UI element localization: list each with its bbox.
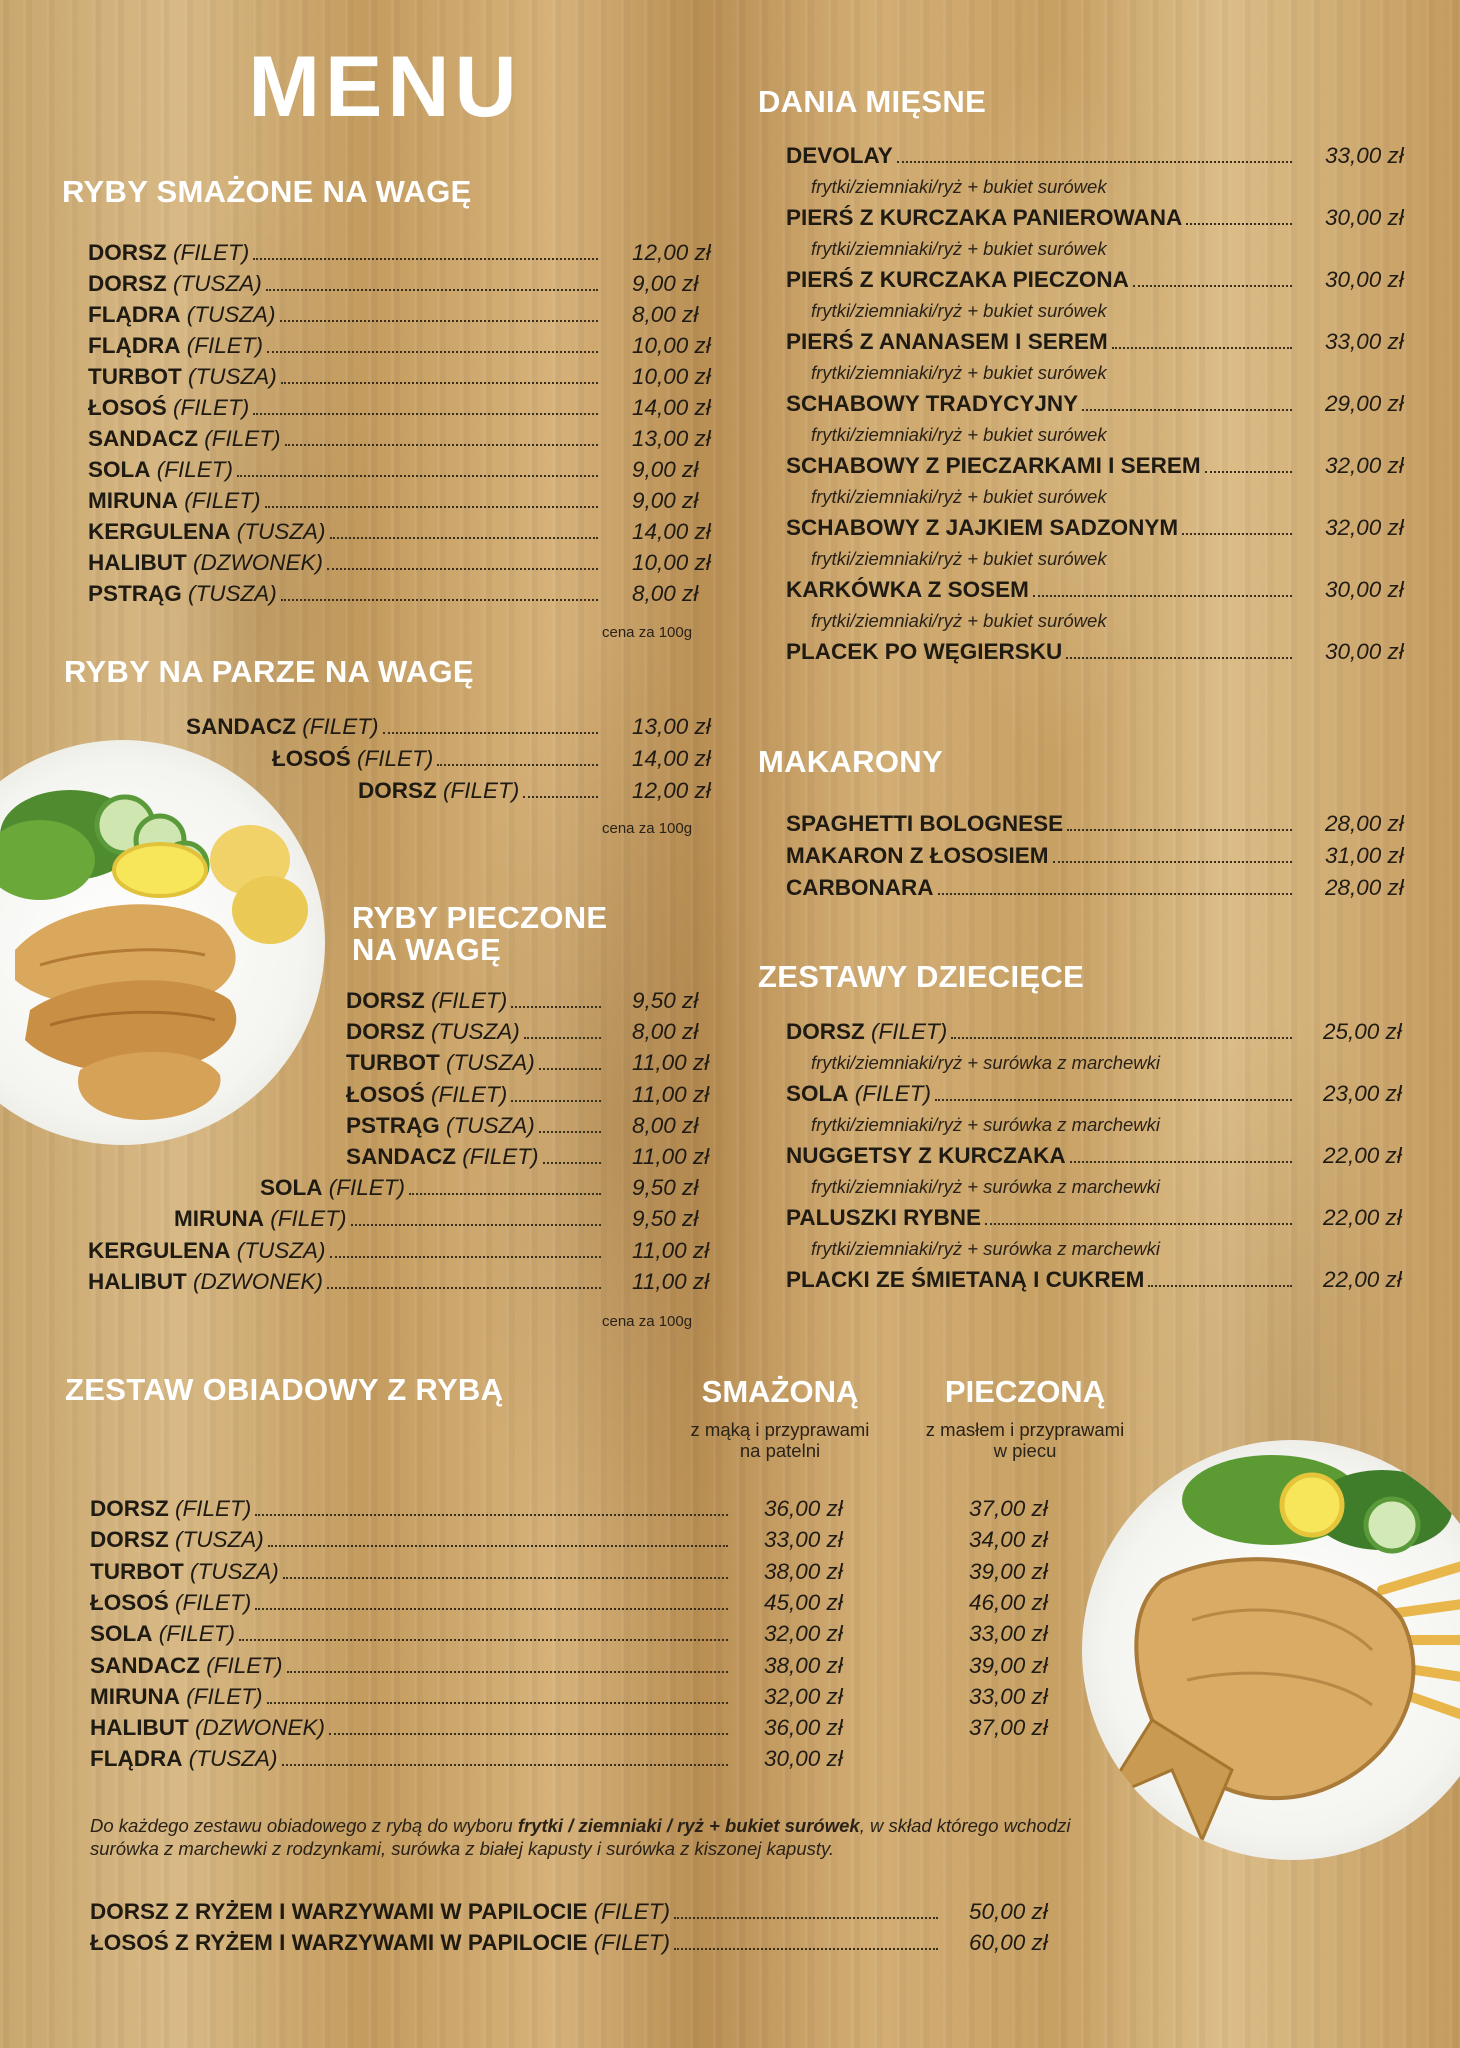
item-name: PIERŚ Z ANANASEM I SEREM: [786, 329, 1108, 354]
item-price: 13,00 zł: [632, 714, 711, 739]
dot-leader: [287, 1671, 728, 1673]
item-price: 30,00 zł: [1325, 267, 1404, 292]
item-note: (FILET): [184, 488, 261, 513]
item-price: 22,00 zł: [1323, 1267, 1402, 1292]
item-name: HALIBUT: [88, 1268, 187, 1294]
baked-fish-row: [346, 1143, 605, 1171]
item-name: NUGGETSY Z KURCZAKA: [786, 1143, 1066, 1168]
item-price: 25,00 zł: [1323, 1019, 1402, 1044]
lunch-set-row: [90, 1652, 732, 1680]
item-note: (FILET): [206, 1652, 283, 1678]
item-name: SCHABOWY TRADYCYJNY: [786, 391, 1079, 416]
item-price: 33,00 zł: [1325, 329, 1404, 354]
fried-fish-row: [88, 332, 602, 360]
baked-column-subtitle-line-1: z masłem i przyprawami: [925, 1419, 1125, 1440]
dot-leader: [1133, 285, 1292, 287]
item-note: (TUSZA): [446, 1112, 535, 1138]
baked-fish-row: [260, 1174, 605, 1202]
dot-leader: [253, 258, 598, 260]
item-price: 22,00 zł: [1323, 1205, 1402, 1230]
fried-fish-row: [88, 425, 602, 453]
dot-leader: [268, 1545, 728, 1547]
side-dish-note: frytki/ziemniaki/ryż + bukiet surówek: [811, 176, 1107, 197]
fried-fish-row: [88, 487, 602, 515]
baked-fish-row: [88, 1268, 605, 1296]
fried-column-subtitle-line-2: na patelni: [739, 1440, 821, 1461]
dot-leader: [1205, 471, 1292, 473]
baked-fish-title-line-2: NA WAGĘ: [352, 932, 502, 968]
item-price: 8,00 zł: [632, 1019, 699, 1045]
item-price: 32,00 zł: [1325, 453, 1404, 478]
fish-lunch-set-section-title: ZESTAW OBIADOWY Z RYBĄ: [65, 1372, 504, 1407]
baked-fish-row: [346, 1049, 605, 1077]
item-note: (FILET): [431, 988, 508, 1013]
side-dish-note: frytki/ziemniaki/ryż + bukiet surówek: [811, 238, 1107, 259]
lunch-set-row: [90, 1745, 732, 1773]
item-name: DORSZ: [90, 1527, 169, 1553]
item-name: MIRUNA: [174, 1206, 264, 1232]
item-note: (FILET): [175, 1496, 252, 1521]
meat-dish-row: [786, 328, 1296, 356]
item-price-baked: 39,00 zł: [969, 1558, 1048, 1584]
item-note: (FILET): [156, 457, 234, 482]
baked-column-heading: PIECZONĄ: [944, 1374, 1106, 1409]
item-price: 11,00 zł: [632, 1237, 710, 1263]
fried-fish-row: [88, 456, 602, 484]
item-name: SOLA: [88, 457, 151, 482]
steamed-fish-row: [272, 745, 602, 773]
item-name: SANDACZ: [346, 1144, 456, 1169]
lunch-set-note-part-1: Do każdego zestawu obiadowego z rybą do wyboru: [90, 1815, 518, 1836]
item-price: 9,00 zł: [632, 457, 699, 482]
meat-dish-row: [786, 452, 1296, 480]
item-name: FLĄDRA: [90, 1746, 183, 1772]
dot-leader: [1148, 1285, 1292, 1287]
kids-set-row: [786, 1018, 1296, 1046]
pasta-row: [786, 874, 1296, 902]
lunch-set-row: [90, 1495, 732, 1523]
kids-set-row: [786, 1080, 1296, 1108]
pasta-row: [786, 810, 1296, 838]
meat-dish-row: [786, 638, 1296, 666]
meat-dish-row: [786, 576, 1296, 604]
item-name: SOLA: [90, 1621, 153, 1647]
lunch-set-row: [90, 1589, 732, 1617]
item-price-baked: 46,00 zł: [969, 1589, 1048, 1615]
lunch-set-row: [90, 1683, 732, 1711]
item-price-baked: 37,00 zł: [969, 1496, 1048, 1521]
item-price: 23,00 zł: [1323, 1081, 1402, 1106]
dot-leader: [1053, 861, 1293, 863]
dot-leader: [1070, 1161, 1292, 1163]
item-note: (FILET): [443, 778, 520, 803]
kids-side-note: frytki/ziemniaki/ryż + surówka z marchewki: [811, 1176, 1161, 1197]
item-note: (FILET): [204, 426, 281, 451]
lunch-set-note-bold: frytki / ziemniaki / ryż + bukiet surówek: [517, 1815, 860, 1836]
item-name: HALIBUT: [88, 550, 187, 575]
item-note: (TUSZA): [431, 1019, 520, 1045]
item-name: ŁOSOŚ Z RYŻEM I WARZYWAMI W PAPILOCIE: [90, 1930, 588, 1955]
item-price: 60,00 zł: [969, 1930, 1048, 1955]
item-name: SCHABOWY Z PIECZARKAMI I SEREM: [786, 453, 1201, 478]
item-price: 8,00 zł: [632, 302, 699, 327]
item-name: KERGULENA: [88, 519, 231, 544]
item-note: (FILET): [186, 1683, 263, 1709]
item-note: (FILET): [158, 1621, 236, 1647]
item-price: 28,00 zł: [1325, 875, 1404, 900]
item-price: 31,00 zł: [1325, 843, 1404, 868]
dot-leader: [674, 1948, 938, 1950]
item-note: (FILET): [270, 1206, 347, 1232]
kids-set-row: [786, 1204, 1296, 1232]
item-price: 36,00 zł: [764, 1715, 843, 1741]
dot-leader: [1082, 409, 1292, 411]
item-note: (FILET): [173, 395, 250, 420]
item-name: SANDACZ: [186, 714, 296, 739]
item-note: (FILET): [328, 1175, 406, 1201]
item-name: PSTRĄG: [88, 581, 182, 606]
side-dish-note: frytki/ziemniaki/ryż + bukiet surówek: [811, 486, 1107, 507]
item-note: (TUSZA): [186, 302, 276, 327]
item-name: MIRUNA: [88, 488, 178, 513]
dot-leader: [1033, 595, 1292, 597]
price-per-100g-note: cena za 100g: [602, 1313, 693, 1330]
dot-leader: [1066, 657, 1292, 659]
item-note: (DZWONEK): [193, 550, 323, 575]
item-name: DORSZ: [346, 988, 425, 1013]
item-price: 11,00 zł: [632, 1268, 710, 1294]
fried-fish-row: [88, 580, 602, 608]
baked-fish-title-line-1: RYBY PIECZONE: [352, 900, 608, 935]
item-name: FLĄDRA: [88, 302, 181, 327]
item-name: HALIBUT: [90, 1715, 189, 1741]
item-note: (TUSZA): [446, 1050, 535, 1076]
dot-leader: [1067, 829, 1292, 831]
dot-leader: [897, 161, 1292, 163]
item-price: 14,00 zł: [632, 519, 711, 544]
item-name: MIRUNA: [90, 1683, 180, 1709]
item-price: 30,00 zł: [1325, 205, 1404, 230]
dot-leader: [280, 320, 599, 322]
dot-leader: [985, 1223, 1292, 1225]
item-note: (TUSZA): [236, 519, 326, 544]
kids-set-row: [786, 1266, 1296, 1294]
price-per-100g-note: cena za 100g: [602, 624, 693, 641]
fried-fish-row: [88, 518, 602, 546]
fried-fish-row: [88, 394, 602, 422]
dot-leader: [267, 1702, 728, 1704]
item-price: 9,50 zł: [632, 988, 699, 1013]
lunch-set-row: [90, 1526, 732, 1554]
item-price: 28,00 zł: [1325, 811, 1404, 836]
item-name: FLĄDRA: [88, 333, 181, 358]
dot-leader: [266, 289, 598, 291]
baked-column-subtitle-line-2: w piecu: [993, 1440, 1057, 1461]
item-note: (FILET): [357, 746, 434, 771]
dot-leader: [951, 1037, 1292, 1039]
dot-leader: [283, 1577, 728, 1579]
item-price: 11,00 zł: [632, 1050, 710, 1076]
item-price: 8,00 zł: [632, 581, 699, 606]
item-price: 29,00 zł: [1325, 391, 1404, 416]
item-name: PLACEK PO WĘGIERSKU: [786, 639, 1063, 664]
side-dish-note: frytki/ziemniaki/ryż + bukiet surówek: [811, 424, 1107, 445]
dot-leader: [239, 1639, 728, 1641]
item-name: DORSZ: [88, 240, 167, 265]
item-note: (FILET): [175, 1589, 252, 1615]
item-price: 8,00 zł: [632, 1112, 699, 1138]
fried-fish-row: [88, 549, 602, 577]
dot-leader: [285, 444, 598, 446]
papillote-row: [90, 1929, 942, 1957]
item-price: 11,00 zł: [632, 1144, 710, 1169]
fried-column-heading: SMAŻONĄ: [701, 1374, 859, 1409]
baked-fish-row: [346, 987, 605, 1015]
steamed-fish-row: [186, 713, 602, 741]
dot-leader: [237, 475, 598, 477]
dot-leader: [327, 568, 598, 570]
item-note: (FILET): [593, 1899, 670, 1924]
dot-leader: [1186, 223, 1292, 225]
item-price: 30,00 zł: [1325, 577, 1404, 602]
dot-leader: [524, 1037, 601, 1039]
dot-leader: [330, 1256, 601, 1258]
item-price: 11,00 zł: [632, 1081, 710, 1107]
item-note: (FILET): [854, 1081, 932, 1106]
dot-leader: [267, 351, 598, 353]
item-name: PALUSZKI RYBNE: [786, 1205, 982, 1230]
dot-leader: [327, 1287, 601, 1289]
item-price: 32,00 zł: [764, 1683, 843, 1709]
baked-fish-row: [346, 1018, 605, 1046]
dot-leader: [383, 732, 598, 734]
item-price: 9,00 zł: [632, 271, 699, 296]
dot-leader: [511, 1006, 601, 1008]
item-price: 30,00 zł: [1325, 639, 1404, 664]
dot-leader: [281, 599, 598, 601]
fried-fish-row: [88, 301, 602, 329]
item-name: SPAGHETTI BOLOGNESE: [786, 811, 1064, 836]
dot-leader: [265, 506, 598, 508]
price-per-100g-note: cena za 100g: [602, 820, 693, 837]
item-price: 12,00 zł: [632, 240, 711, 265]
item-name: DORSZ: [346, 1019, 425, 1045]
dot-leader: [938, 893, 1293, 895]
item-name: DORSZ: [90, 1496, 169, 1521]
kids-sets-section-title: ZESTAWY DZIECIĘCE: [758, 959, 1085, 994]
item-note: (FILET): [431, 1081, 508, 1107]
item-name: DORSZ: [786, 1019, 865, 1044]
item-name: PIERŚ Z KURCZAKA PANIEROWANA: [786, 205, 1183, 230]
steamed-fish-section-title: RYBY NA PARZE NA WAGĘ: [64, 654, 474, 689]
side-dish-note: frytki/ziemniaki/ryż + bukiet surówek: [811, 548, 1107, 569]
lunch-set-row: [90, 1558, 732, 1586]
item-price: 50,00 zł: [969, 1899, 1048, 1924]
item-name: SANDACZ: [90, 1652, 200, 1678]
item-name: TURBOT: [88, 364, 182, 389]
item-note: (FILET): [871, 1019, 948, 1044]
fried-fish-row: [88, 270, 602, 298]
meat-dish-row: [786, 514, 1296, 542]
item-price: 13,00 zł: [632, 426, 711, 451]
item-name: PIERŚ Z KURCZAKA PIECZONA: [786, 267, 1129, 292]
item-name: TURBOT: [346, 1050, 440, 1076]
item-name: TURBOT: [90, 1558, 184, 1584]
dot-leader: [935, 1099, 1292, 1101]
item-price: 14,00 zł: [632, 746, 711, 771]
item-price: 10,00 zł: [632, 333, 711, 358]
item-name: MAKARON Z ŁOSOSIEM: [786, 843, 1049, 868]
item-note: (TUSZA): [188, 581, 277, 606]
item-note: (FILET): [462, 1144, 539, 1169]
item-name: DORSZ: [88, 271, 167, 296]
side-dish-note: frytki/ziemniaki/ryż + bukiet surówek: [811, 362, 1107, 383]
baked-fish-row: [346, 1081, 605, 1109]
item-price: 22,00 zł: [1323, 1143, 1402, 1168]
item-name: CARBONARA: [786, 875, 934, 900]
item-name: KARKÓWKA Z SOSEM: [786, 577, 1029, 602]
flounder-plate-photo: [1082, 1440, 1460, 1860]
baked-fish-section-title: [352, 902, 607, 966]
item-price-baked: 34,00 zł: [969, 1527, 1048, 1553]
meat-dish-row: [786, 266, 1296, 294]
item-price: 38,00 zł: [764, 1652, 843, 1678]
item-name: DORSZ: [358, 778, 437, 803]
dot-leader: [539, 1068, 601, 1070]
item-name: SOLA: [786, 1081, 849, 1106]
item-name: DORSZ Z RYŻEM I WARZYWAMI W PAPILOCIE: [90, 1899, 588, 1924]
dot-leader: [255, 1514, 728, 1516]
fried-column-subtitle: [660, 1419, 900, 1461]
lunch-set-row: [90, 1620, 732, 1648]
item-name: SOLA: [260, 1175, 323, 1201]
meat-dishes-section-title: DANIA MIĘSNE: [758, 84, 987, 119]
fried-fish-row: [88, 239, 602, 267]
item-note: (TUSZA): [190, 1558, 279, 1584]
kids-side-note: frytki/ziemniaki/ryż + surówka z marchewki: [811, 1238, 1161, 1259]
item-note: (TUSZA): [188, 1746, 278, 1772]
papillote-row: [90, 1898, 942, 1926]
dot-leader: [282, 1764, 729, 1766]
item-price-baked: 39,00 zł: [969, 1652, 1048, 1678]
item-name: ŁOSOŚ: [90, 1589, 169, 1615]
dot-leader: [543, 1162, 601, 1164]
item-note: (FILET): [186, 333, 263, 358]
item-price: 45,00 zł: [764, 1589, 843, 1615]
lunch-set-note: [90, 1814, 1100, 1860]
dot-leader: [409, 1193, 601, 1195]
dot-leader: [329, 1733, 728, 1735]
item-note: (FILET): [593, 1930, 671, 1955]
meat-dish-row: [786, 390, 1296, 418]
item-name: DEVOLAY: [786, 143, 893, 168]
item-price: 33,00 zł: [764, 1527, 843, 1553]
dot-leader: [437, 764, 598, 766]
menu-title: MENU: [248, 39, 522, 135]
fried-fish-row: [88, 363, 602, 391]
kids-side-note: frytki/ziemniaki/ryż + surówka z marchewki: [811, 1052, 1161, 1073]
dot-leader: [281, 382, 598, 384]
item-price-baked: 33,00 zł: [969, 1621, 1048, 1647]
item-name: PLACKI ZE ŚMIETANĄ I CUKREM: [786, 1267, 1145, 1292]
item-price: 30,00 zł: [764, 1746, 843, 1772]
item-price: 32,00 zł: [764, 1621, 843, 1647]
item-price-baked: 37,00 zł: [969, 1715, 1048, 1741]
item-price: 36,00 zł: [764, 1496, 843, 1521]
item-note: (TUSZA): [236, 1237, 326, 1263]
baked-fish-row: [346, 1112, 605, 1140]
side-dish-note: frytki/ziemniaki/ryż + bukiet surówek: [811, 300, 1107, 321]
item-name: PSTRĄG: [346, 1112, 440, 1138]
steamed-fish-row: [358, 777, 602, 805]
item-note: (TUSZA): [175, 1527, 264, 1553]
item-note: (DZWONEK): [195, 1715, 325, 1741]
item-name: SANDACZ: [88, 426, 198, 451]
item-note: (TUSZA): [188, 364, 277, 389]
item-price: 9,00 zł: [632, 488, 699, 513]
item-name: ŁOSOŚ: [272, 746, 351, 771]
meat-dish-row: [786, 142, 1296, 170]
item-name: ŁOSOŚ: [346, 1081, 425, 1107]
item-name: KERGULENA: [88, 1237, 231, 1263]
item-note: (DZWONEK): [193, 1268, 323, 1294]
item-price: 14,00 zł: [632, 395, 711, 420]
side-dish-note: frytki/ziemniaki/ryż + bukiet surówek: [811, 610, 1107, 631]
fried-column-subtitle-line-1: z mąką i przyprawami: [690, 1419, 870, 1440]
dot-leader: [523, 796, 598, 798]
fried-fish-section-title: RYBY SMAŻONE NA WAGĘ: [62, 174, 472, 209]
dot-leader: [674, 1917, 938, 1919]
item-note: (FILET): [302, 714, 379, 739]
baked-column-subtitle: [900, 1419, 1150, 1461]
dot-leader: [511, 1100, 601, 1102]
item-note: (TUSZA): [173, 271, 262, 296]
item-price-baked: 33,00 zł: [969, 1683, 1048, 1709]
kids-side-note: frytki/ziemniaki/ryż + surówka z marchewki: [811, 1114, 1161, 1135]
dot-leader: [253, 413, 598, 415]
item-note: (FILET): [173, 240, 250, 265]
item-price: 38,00 zł: [764, 1558, 843, 1584]
item-price: 9,50 zł: [632, 1175, 699, 1201]
item-name: SCHABOWY Z JAJKIEM SADZONYM: [786, 515, 1179, 540]
lunch-set-row: [90, 1714, 732, 1742]
item-price: 12,00 zł: [632, 778, 711, 803]
item-price: 33,00 zł: [1325, 143, 1404, 168]
item-price: 10,00 zł: [632, 364, 711, 389]
dot-leader: [330, 537, 598, 539]
dot-leader: [1182, 533, 1292, 535]
dot-leader: [255, 1608, 728, 1610]
kids-set-row: [786, 1142, 1296, 1170]
pasta-section-title: MAKARONY: [758, 744, 943, 779]
dot-leader: [539, 1131, 601, 1133]
item-price: 9,50 zł: [632, 1206, 699, 1232]
pasta-row: [786, 842, 1296, 870]
item-price: 10,00 zł: [632, 550, 711, 575]
baked-fish-row: [88, 1237, 605, 1265]
meat-dish-row: [786, 204, 1296, 232]
dot-leader: [1112, 347, 1292, 349]
fish-fillet-plate-photo: [0, 740, 325, 1145]
baked-fish-row: [174, 1205, 605, 1233]
lunch-set-note-part-2: , w skład którego wchodzi surówka z marchewki z rodzynkami, surówka z białej kapusty i surówka z kiszonej kapusty.: [90, 1815, 1071, 1859]
item-name: ŁOSOŚ: [88, 395, 167, 420]
item-price: 32,00 zł: [1325, 515, 1404, 540]
dot-leader: [351, 1224, 601, 1226]
